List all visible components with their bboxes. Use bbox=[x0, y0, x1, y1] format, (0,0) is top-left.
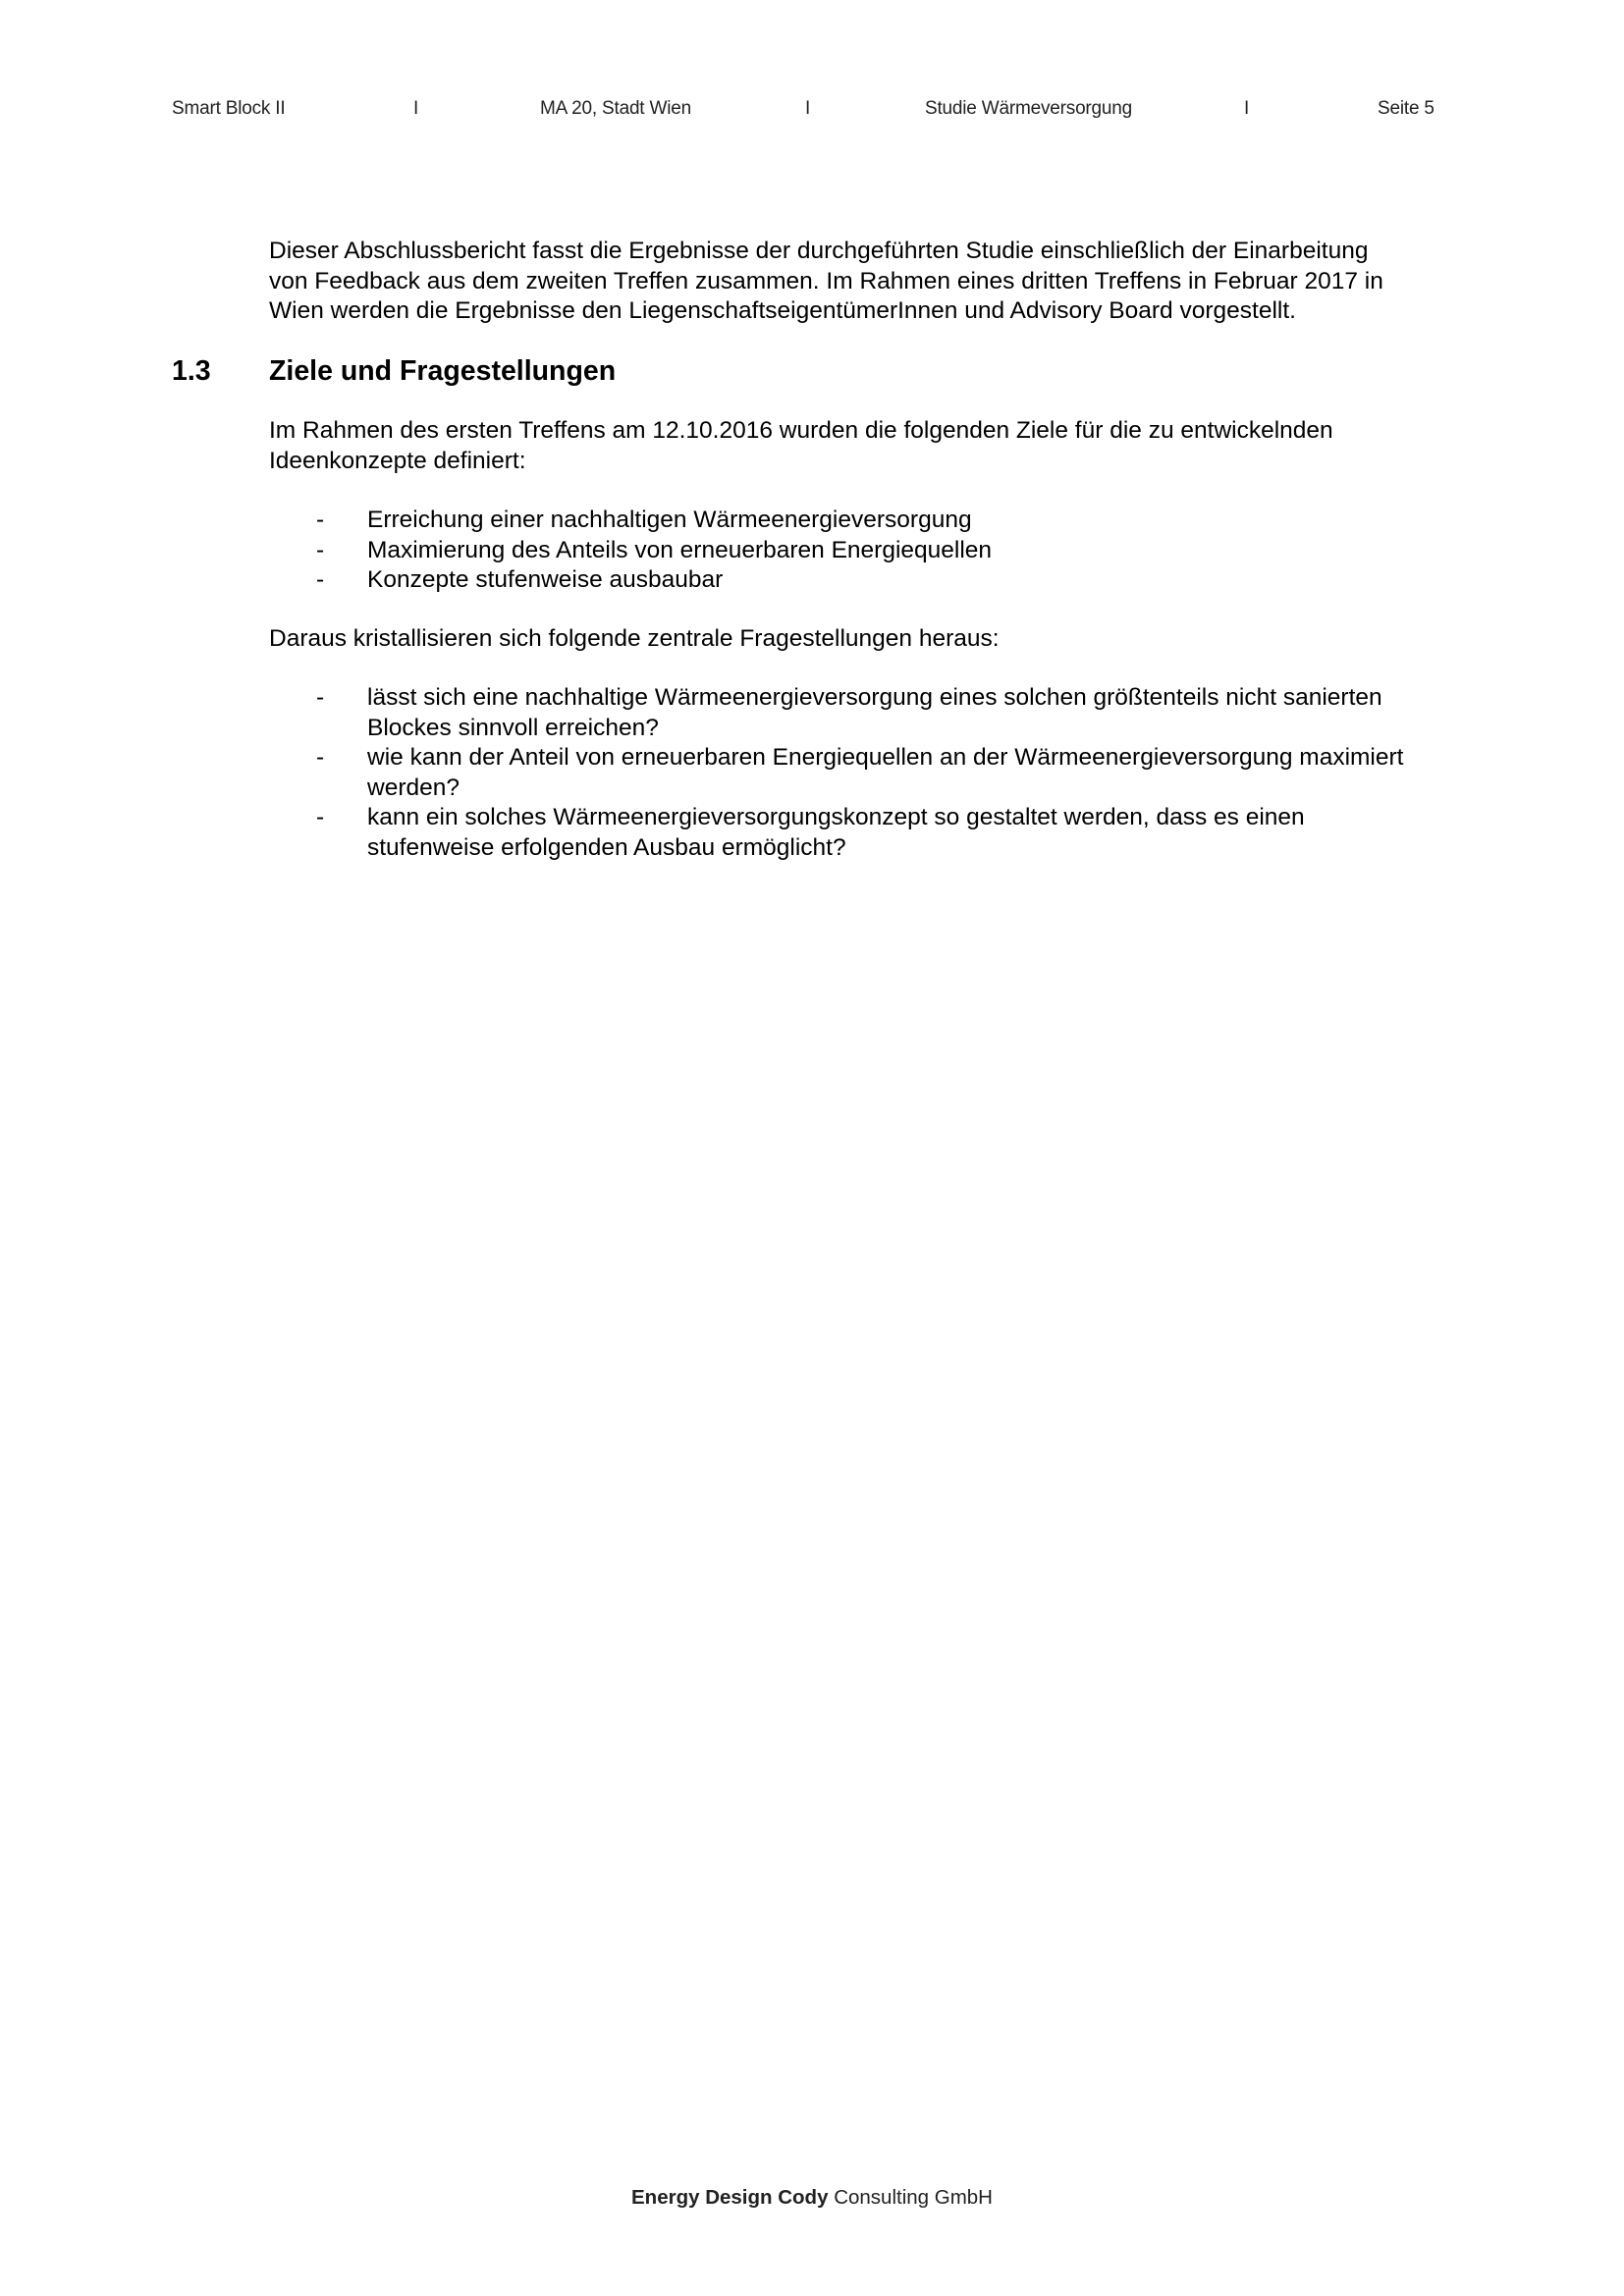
bullet-dash: - bbox=[316, 684, 325, 711]
list-item bbox=[316, 803, 1455, 863]
footer-company-bold: Energy Design Cody bbox=[631, 2186, 829, 2209]
list-item-text: stufenweise erfolgenden Ausbau ermöglicht? bbox=[367, 833, 846, 861]
header-document-title: Smart Block II bbox=[172, 98, 286, 119]
text-line: von Feedback aus dem zweiten Treffen zusammen. Im Rahmen eines dritten Treffens in Februar 2017 in bbox=[269, 267, 1383, 294]
text-line: Daraus kristallisieren sich folgende zentrale Fragestellungen heraus: bbox=[269, 625, 1000, 652]
header-separator: I bbox=[413, 98, 419, 119]
list-item bbox=[316, 743, 1455, 803]
bullet-dash: - bbox=[316, 507, 325, 533]
header-separator: I bbox=[1244, 98, 1250, 119]
text-line: Dieser Abschlussbericht fasst die Ergebnisse der durchgeführten Studie einschließlich der Einarbeitung bbox=[269, 238, 1369, 264]
bullet-dash: - bbox=[316, 536, 325, 563]
list-item-text: lässt sich eine nachhaltige Wärmeenergieversorgung eines solchen größtenteils nicht sanierten bbox=[367, 684, 1382, 711]
bullet-dash: - bbox=[316, 744, 325, 771]
header-separator: I bbox=[805, 98, 811, 119]
goals-list bbox=[316, 506, 1455, 596]
list-item-text: wie kann der Anteil von erneuerbaren Energiequellen an der Wärmeenergieversorgung maximiert bbox=[367, 744, 1404, 771]
goals-intro-paragraph bbox=[269, 416, 1447, 476]
list-item-text: kann ein solches Wärmeenergieversorgungskonzept so gestaltet werden, dass es einen bbox=[367, 804, 1305, 830]
list-item-text: Maximierung des Anteils von erneuerbaren Energiequellen bbox=[367, 536, 993, 563]
text-line: Im Rahmen des ersten Treffens am 12.10.2016 wurden die folgenden Ziele für die zu entwickelnden bbox=[269, 417, 1333, 444]
header-client: MA 20, Stadt Wien bbox=[540, 98, 691, 119]
list-item-text: Blockes sinnvoll erreichen? bbox=[367, 714, 659, 741]
page-header bbox=[172, 98, 1438, 124]
section-title: Ziele und Fragestellungen bbox=[269, 355, 617, 387]
text-line: Wien werden die Ergebnisse den LiegenschaftseigentümerInnen und Advisory Board vorgestellt. bbox=[269, 297, 1296, 324]
bullet-dash: - bbox=[316, 804, 325, 830]
page-footer bbox=[0, 2186, 1624, 2210]
list-item bbox=[316, 565, 1455, 596]
list-item-text: werden? bbox=[367, 774, 460, 801]
header-study-title: Studie Wärmeversorgung bbox=[925, 98, 1133, 119]
list-item bbox=[316, 536, 1455, 566]
footer-company-rest: Consulting GmbH bbox=[834, 2186, 993, 2209]
list-item bbox=[316, 683, 1455, 743]
list-item bbox=[316, 506, 1455, 536]
section-number: 1.3 bbox=[172, 355, 211, 387]
questions-intro-paragraph bbox=[269, 624, 1447, 655]
bullet-dash: - bbox=[316, 566, 325, 593]
questions-list bbox=[316, 683, 1455, 863]
list-item-text: Konzepte stufenweise ausbaubar bbox=[367, 566, 724, 593]
intro-paragraph bbox=[269, 237, 1447, 327]
list-item-text: Erreichung einer nachhaltigen Wärmeenergieversorgung bbox=[367, 507, 972, 533]
text-line: Ideenkonzepte definiert: bbox=[269, 447, 526, 474]
header-page-number: Seite 5 bbox=[1378, 98, 1435, 119]
